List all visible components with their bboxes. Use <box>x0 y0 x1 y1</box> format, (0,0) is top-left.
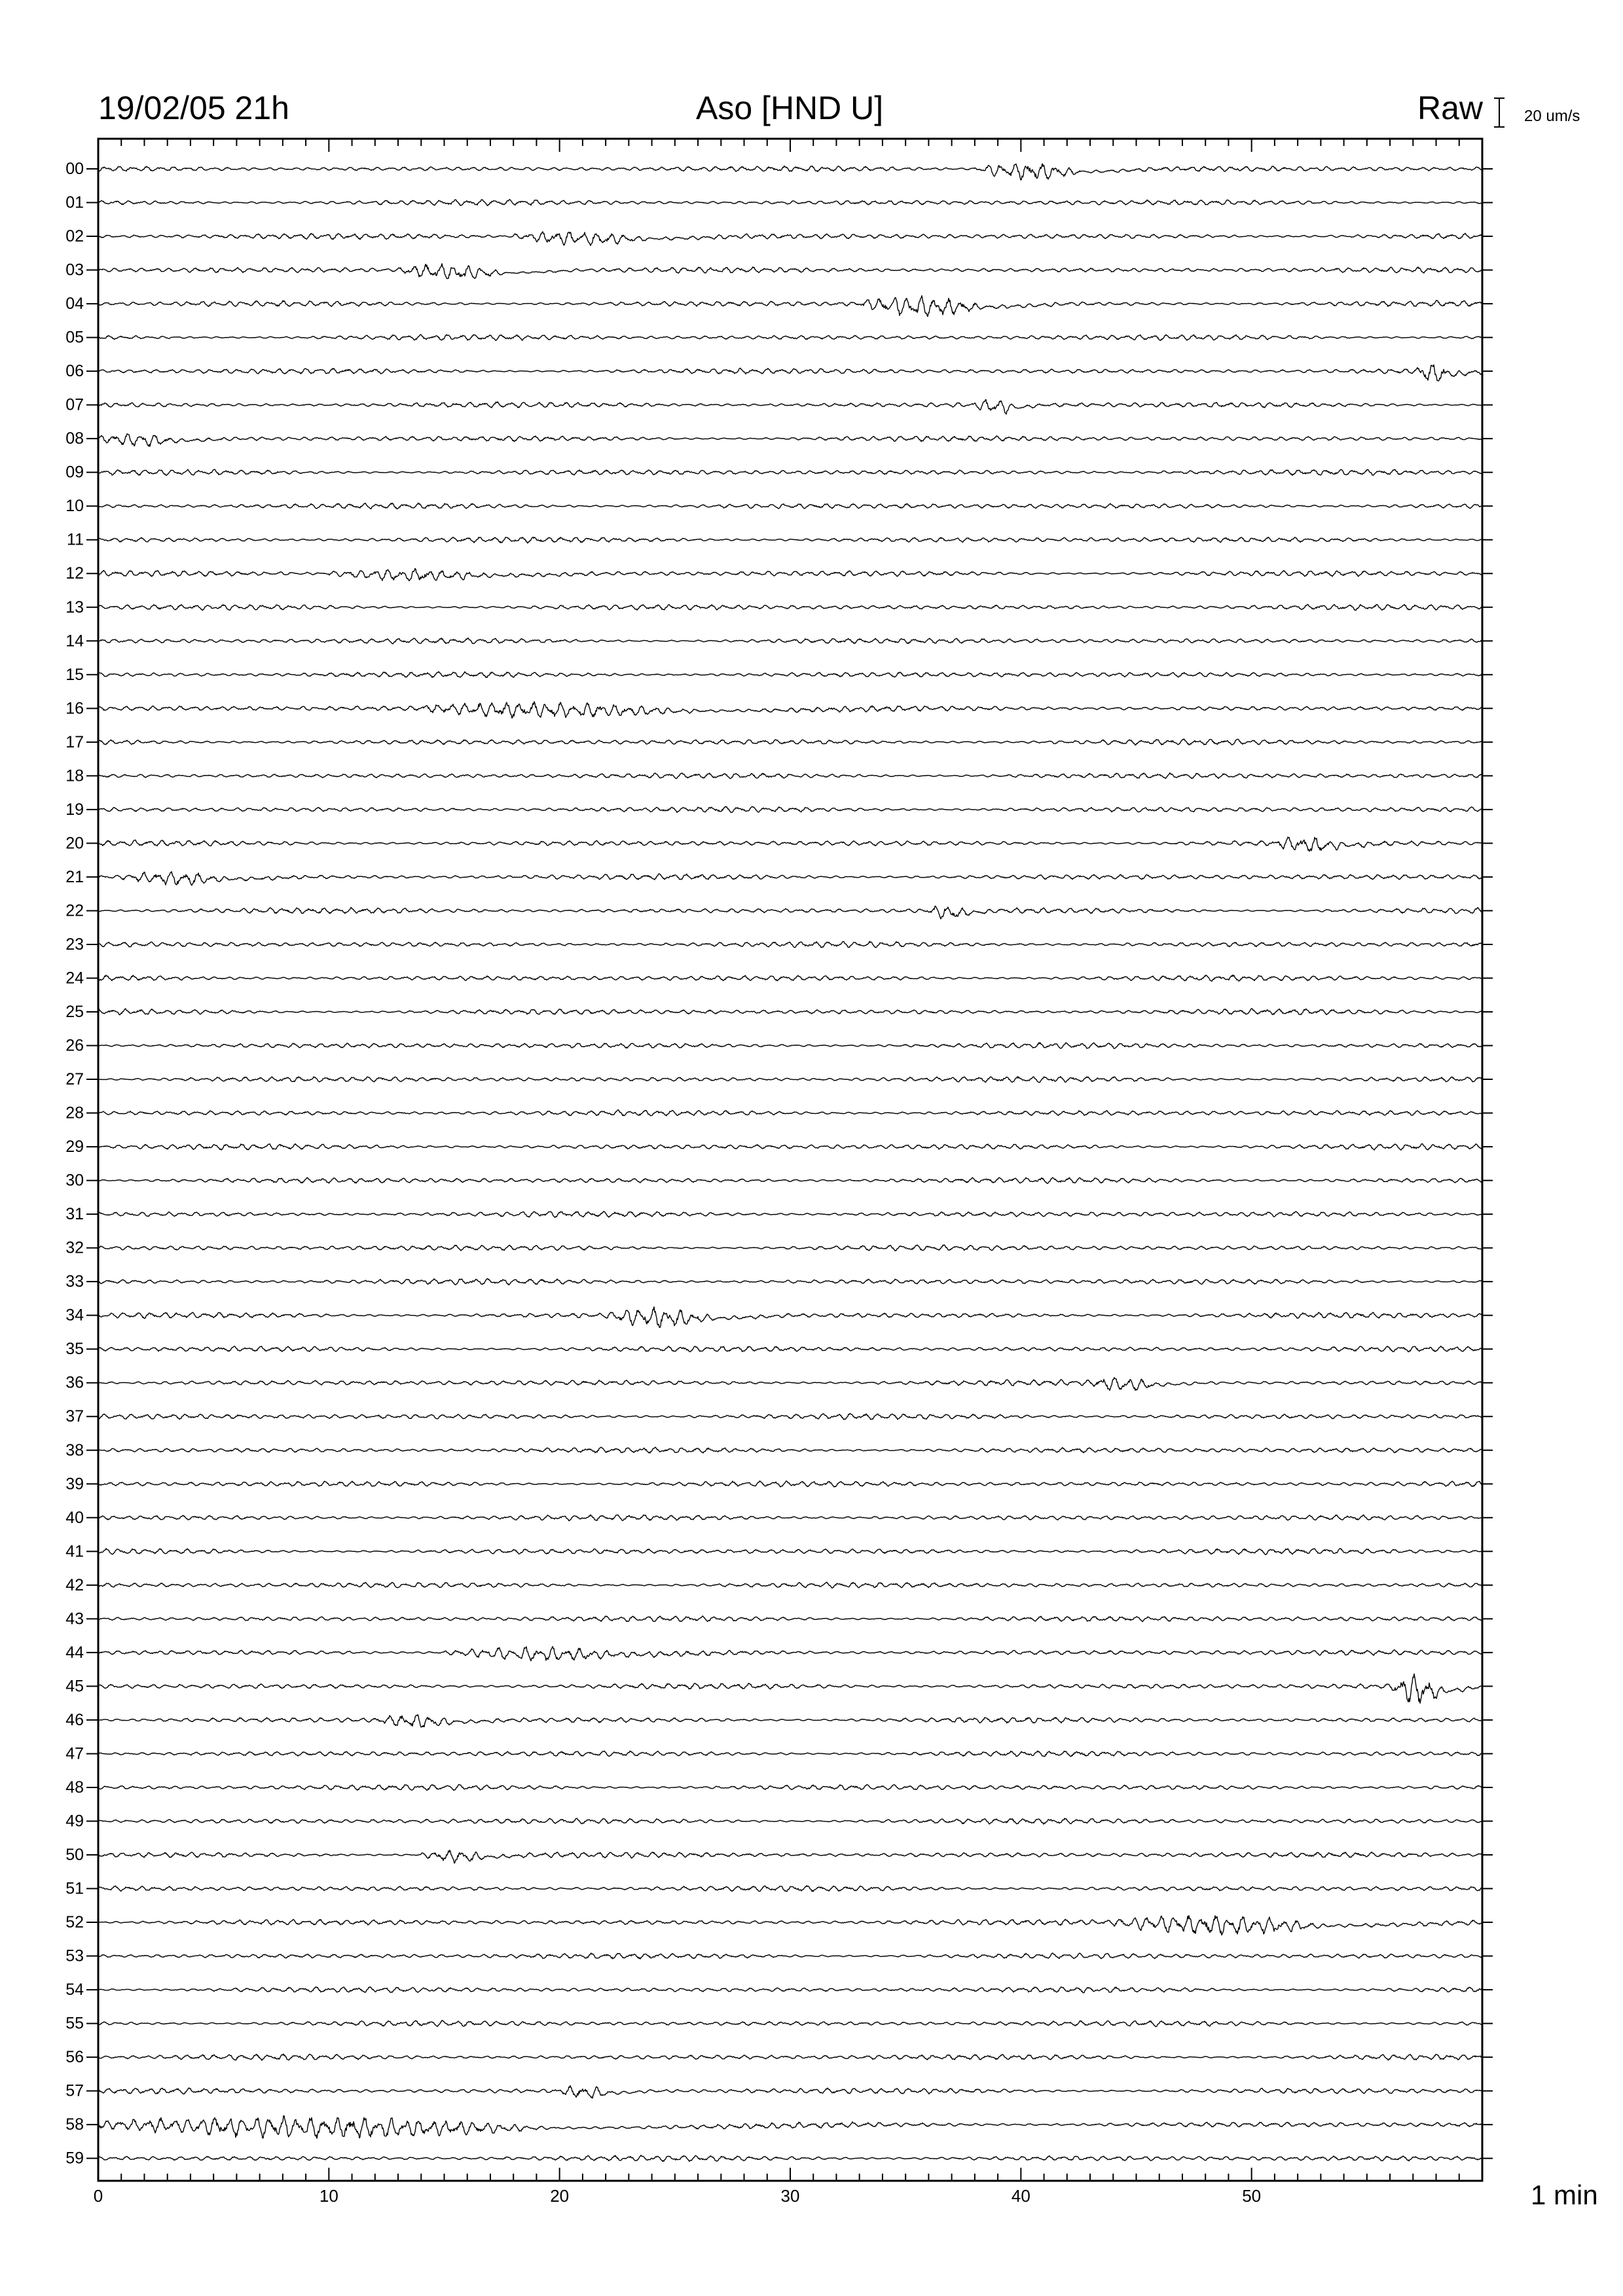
row-label: 29 <box>65 1138 84 1157</box>
row-label: 28 <box>65 1103 84 1122</box>
row-label: 48 <box>65 1778 84 1797</box>
trace-line <box>98 1582 1482 1588</box>
trace-line <box>98 1818 1482 1824</box>
row-label: 19 <box>65 800 84 819</box>
x-tick-label: 0 <box>93 2186 103 2206</box>
trace-line <box>98 1616 1482 1622</box>
row-label: 03 <box>65 260 84 279</box>
trace-line <box>98 1346 1482 1352</box>
row-label: 07 <box>65 395 84 414</box>
row-label: 32 <box>65 1238 84 1257</box>
row-label: 43 <box>65 1609 84 1628</box>
trace-line <box>98 1144 1482 1151</box>
row-label: 57 <box>65 2081 84 2100</box>
row-label: 16 <box>65 699 84 718</box>
row-label: 09 <box>65 463 84 482</box>
row-label: 11 <box>67 530 84 549</box>
scale-bar-label: 20 um/s <box>1524 107 1580 125</box>
row-label: 39 <box>65 1475 84 1494</box>
x-axis-ticks <box>98 139 1482 2181</box>
trace-line <box>98 537 1482 543</box>
row-label: 58 <box>65 2115 84 2134</box>
trace-line <box>98 2020 1482 2027</box>
trace-line <box>98 638 1482 644</box>
trace-line <box>98 400 1482 414</box>
trace-line <box>98 1077 1482 1083</box>
trace-line <box>98 1177 1482 1183</box>
trace-line <box>98 1043 1482 1049</box>
trace-line <box>98 1715 1482 1727</box>
row-label: 34 <box>65 1306 84 1325</box>
trace-line <box>98 702 1482 718</box>
row-label: 21 <box>65 867 84 886</box>
row-label: 38 <box>65 1441 84 1460</box>
x-tick-label: 10 <box>319 2186 338 2206</box>
row-label: 46 <box>65 1710 84 1729</box>
trace-line <box>98 2155 1482 2162</box>
trace-line <box>98 773 1482 779</box>
row-label: 59 <box>65 2149 84 2168</box>
trace-line <box>98 1886 1482 1892</box>
trace-line <box>98 1751 1482 1757</box>
plot-title: Aso [HND U] <box>696 90 884 126</box>
row-label: 00 <box>65 160 84 178</box>
row-label: 47 <box>65 1744 84 1763</box>
trace-line <box>98 739 1482 745</box>
row-label: 26 <box>65 1036 84 1055</box>
x-axis-tick-labels <box>94 2186 1261 2206</box>
plot-date-hour: 19/02/05 21h <box>98 90 289 126</box>
row-label: 31 <box>65 1205 84 1224</box>
row-label: 23 <box>65 935 84 954</box>
trace-line <box>98 569 1482 581</box>
row-label: 22 <box>65 901 84 920</box>
trace-line <box>98 1378 1482 1391</box>
trace-line <box>98 2086 1482 2098</box>
row-label: 05 <box>65 328 84 347</box>
row-label: 14 <box>65 632 84 651</box>
trace-line <box>98 1850 1482 1863</box>
trace-line <box>98 164 1482 180</box>
trace-line <box>98 503 1482 509</box>
row-label: 13 <box>65 598 84 617</box>
trace-line <box>98 672 1482 677</box>
trace-line <box>98 365 1482 381</box>
plot-frame <box>98 139 1482 2181</box>
row-label: 01 <box>65 193 84 212</box>
row-label: 25 <box>65 1003 84 1021</box>
row-label: 50 <box>65 1846 84 1864</box>
trace-line <box>98 1987 1482 1993</box>
trace-line <box>98 469 1482 475</box>
row-label: 15 <box>65 665 84 684</box>
trace-line <box>98 1211 1482 1217</box>
row-label: 36 <box>65 1373 84 1392</box>
trace-line <box>98 2116 1482 2139</box>
trace-line <box>98 264 1482 279</box>
row-label: 02 <box>65 227 84 246</box>
trace-line <box>98 296 1482 317</box>
row-label: 17 <box>65 732 84 751</box>
row-label: 37 <box>65 1407 84 1426</box>
trace-line <box>98 232 1482 245</box>
trace-line <box>98 975 1482 982</box>
row-labels <box>65 160 1493 2168</box>
row-label: 10 <box>65 497 84 516</box>
row-label: 08 <box>65 429 84 448</box>
trace-line <box>98 2054 1482 2060</box>
row-label: 52 <box>65 1913 84 1932</box>
trace-line <box>98 1278 1482 1285</box>
trace-line <box>98 1515 1482 1520</box>
row-label: 18 <box>65 766 84 785</box>
row-label: 56 <box>65 2048 84 2067</box>
x-tick-label: 20 <box>550 2186 570 2206</box>
trace-line <box>98 941 1482 947</box>
row-label: 44 <box>65 1643 84 1662</box>
trace-line <box>98 1307 1482 1328</box>
row-label: 06 <box>65 362 84 381</box>
row-label: 33 <box>65 1272 84 1291</box>
trace-line <box>98 1110 1482 1116</box>
row-label: 20 <box>65 834 84 853</box>
row-label: 51 <box>65 1879 84 1898</box>
trace-line <box>98 1414 1482 1420</box>
trace-line <box>98 1785 1482 1791</box>
trace-line <box>98 1647 1482 1661</box>
trace-line <box>98 806 1482 812</box>
trace-line <box>98 1953 1482 1959</box>
row-label: 41 <box>65 1542 84 1561</box>
row-label: 42 <box>65 1575 84 1594</box>
row-label: 45 <box>65 1677 84 1696</box>
trace-line <box>98 1674 1482 1704</box>
trace-line <box>98 837 1482 852</box>
x-axis-unit-label: 1 min <box>1531 2179 1598 2210</box>
traces <box>98 164 1482 2161</box>
row-label: 04 <box>65 295 84 314</box>
scale-bar <box>1494 98 1504 127</box>
row-label: 30 <box>65 1171 84 1190</box>
trace-line <box>98 200 1482 206</box>
trace-line <box>98 1245 1482 1251</box>
row-label: 24 <box>65 969 84 988</box>
trace-line <box>98 1447 1482 1453</box>
trace-line <box>98 1549 1482 1555</box>
x-tick-label: 40 <box>1011 2186 1030 2206</box>
row-label: 12 <box>65 564 84 583</box>
row-label: 27 <box>65 1070 84 1089</box>
trace-line <box>98 872 1482 886</box>
trace-line <box>98 434 1482 446</box>
x-tick-label: 30 <box>780 2186 800 2206</box>
row-label: 49 <box>65 1812 84 1831</box>
row-label: 54 <box>65 1981 84 2000</box>
trace-line <box>98 1009 1482 1015</box>
row-label: 35 <box>65 1340 84 1359</box>
trace-line <box>98 605 1482 611</box>
row-label: 55 <box>65 2014 84 2033</box>
trace-line <box>98 906 1482 919</box>
trace-line <box>98 334 1482 340</box>
row-label: 40 <box>65 1508 84 1527</box>
trace-line <box>98 1481 1482 1487</box>
data-mode-label: Raw <box>1417 90 1484 126</box>
row-label: 53 <box>65 1946 84 1965</box>
trace-line <box>98 1916 1482 1935</box>
x-tick-label: 50 <box>1242 2186 1262 2206</box>
